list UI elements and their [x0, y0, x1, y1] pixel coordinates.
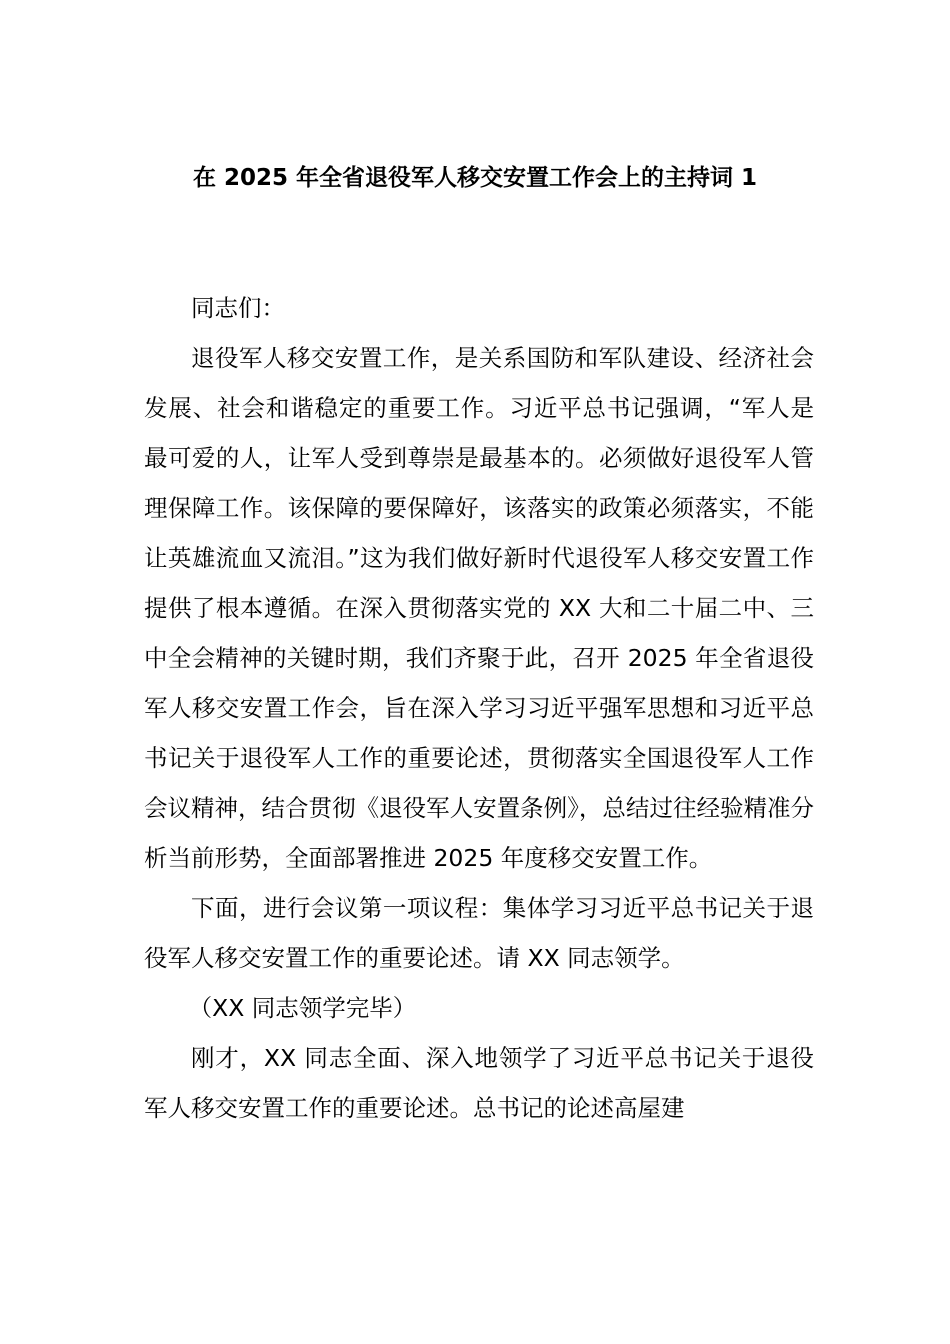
document-title: 在 2025 年全省退役军人移交安置工作会上的主持词 1	[192, 165, 758, 191]
body-paragraph: 刚才，XX 同志全面、深入地领学了习近平总书记关于退役军人移交安置工作的重要论述。总书记的论述高屋建	[144, 1044, 814, 1122]
note-paragraph: （XX 同志领学完毕）	[188, 994, 417, 1022]
document-body	[144, 283, 814, 1133]
body-paragraph: 下面，进行会议第一项议程：集体学习习近平总书记关于退役军人移交安置工作的重要论述。请 XX 同志领学。	[144, 894, 814, 972]
body-paragraph: 退役军人移交安置工作，是关系国防和军队建设、经济社会发展、社会和谐稳定的重要工作。习近平总书记强调，“军人是最可爱的人，让军人受到尊崇是最基本的。必须做好退役军人管理保障工作。该保障的要保障好，该落实的政策必须落实，不能让英雄流血又流泪。”这为我们做好新时代退役军人移交安置工作提供了根本遵循。在深入贯彻落实党的 XX 大和二十届二中、三中全会精神的关键时期，我们齐聚于此，召开 2025 年全省退役军人移交安置工作会，旨在深入学习习近平强军思想和习近平总书记关于退役军人工作的重要论述，贯彻落实全国退役军人工作会议精神，结合贯彻《退役军人安置条例》，总结过往经验精准分析当前形势，全面部署推进 2025 年度移交安置工作。	[144, 344, 814, 872]
salutation-paragraph: 同志们：	[191, 294, 285, 322]
